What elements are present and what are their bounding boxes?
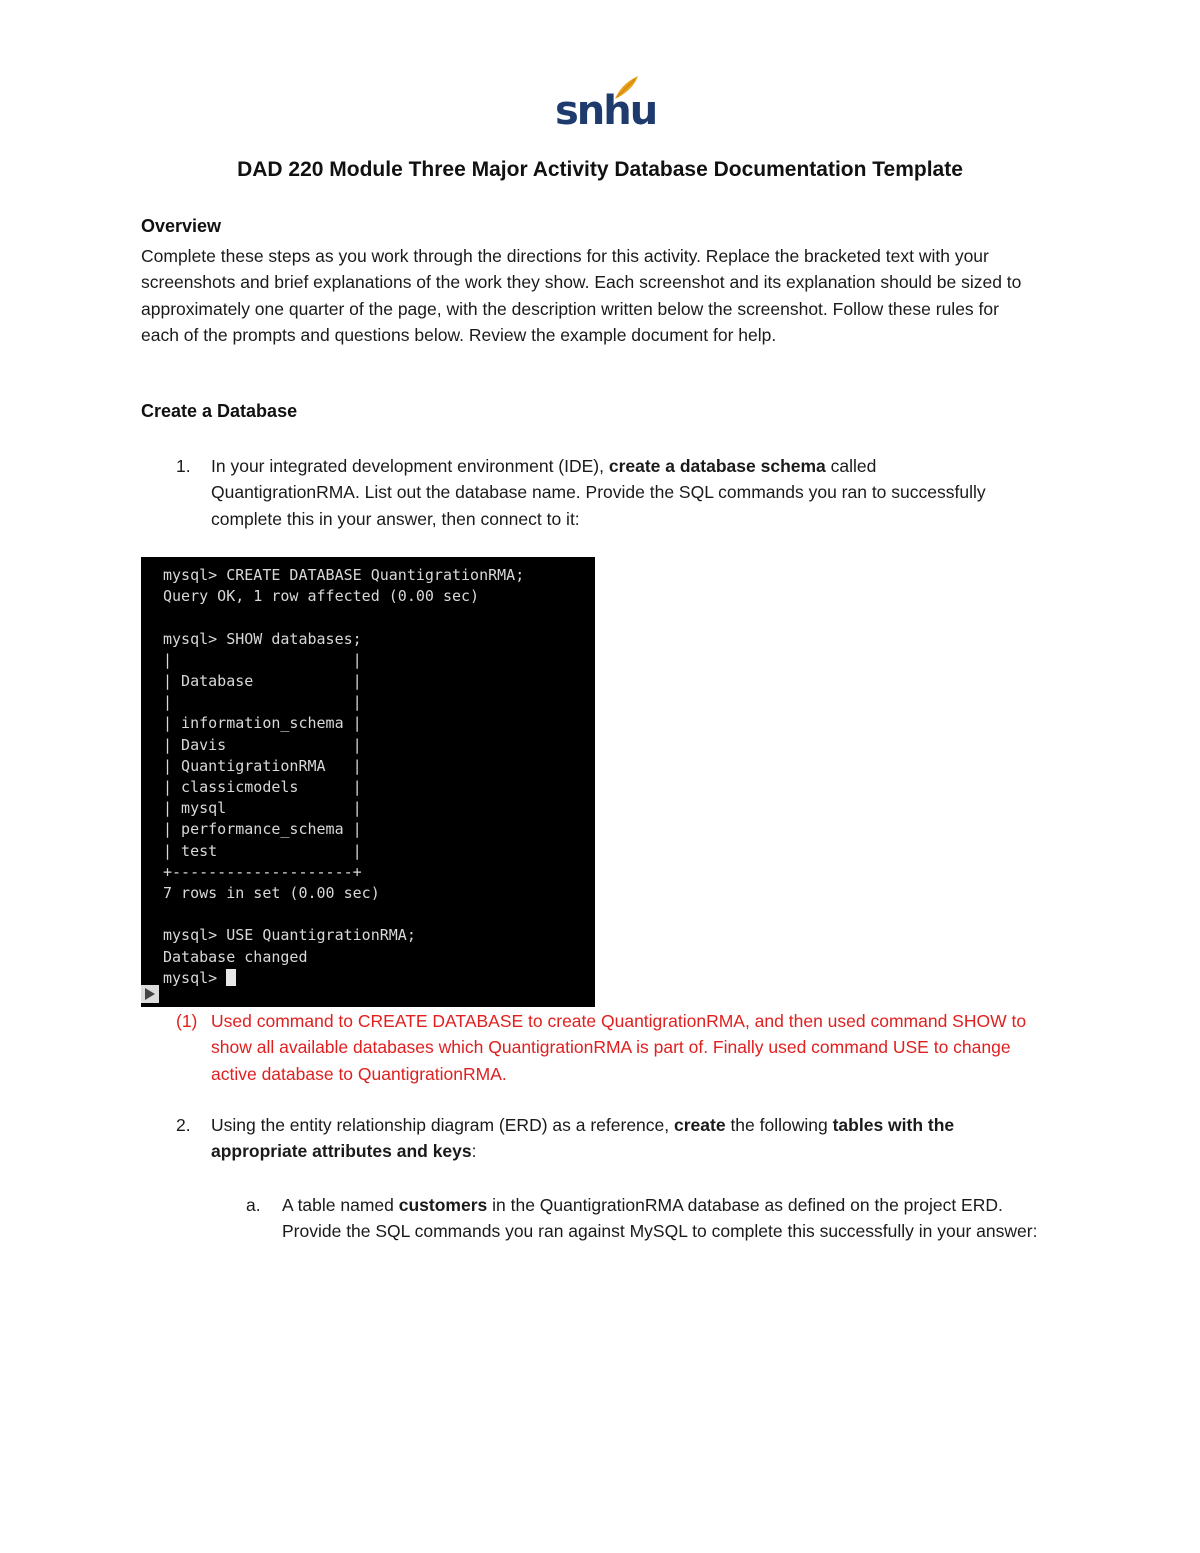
step-1-text [211, 453, 1011, 532]
answer-1-text: Used command to CREATE DATABASE to create QuantigrationRMA, and then used command SHOW to show all available databases which QuantigrationRMA is part of. Finally used command USE to change active database to QuantigrationRMA. [211, 1011, 1027, 1084]
snhu-logo [555, 75, 657, 135]
step-1-number: 1. [176, 456, 191, 476]
step-2-text [211, 1112, 1051, 1165]
step-1-text-b: called QuantigrationRMA. List out the database name. Provide the SQL commands you ran to successfully complete this in your answer, then connect to it: [211, 456, 986, 529]
document-title: DAD 220 Module Three Major Activity Database Documentation Template [237, 158, 963, 181]
overview-text: Complete these steps as you work through the directions for this activity. Replace the bracketed text with your screenshots and brief explanations of the work they show. Each screenshot and its explanation should be sized to approximately one quarter of the page, with the description written below the screenshot. Follow these rules for each of the prompts and questions below. Review the example document for help. [141, 246, 1022, 346]
step-2-text-c: : [471, 1141, 477, 1162]
step-2a-text [282, 1192, 1062, 1245]
step-2-bold-b: tables with the appropriate attributes and keys [211, 1115, 955, 1162]
step-2a-text-a: A table named [282, 1195, 399, 1215]
section-heading: Create a Database [141, 401, 298, 421]
answer-1-number: (1) [176, 1011, 198, 1031]
terminal-gutter [141, 557, 159, 1007]
terminal-cursor [226, 969, 236, 986]
overview-heading: Overview [141, 216, 222, 236]
step-1-text-a: In your integrated development environment (IDE), [211, 456, 609, 476]
step-2a-bold: customers [398, 1195, 488, 1215]
step-2a-letter: a. [246, 1195, 261, 1215]
step-2-text-b: the following [725, 1115, 833, 1135]
terminal-lines: mysql> CREATE DATABASE QuantigrationRMA; Query OK, 1 row affected (0.00 sec) mysql> SHOW databases; | | | Database | | | | information_schema | | Davis | | QuantigrationRMA | | classicmodels | | mysql | | performance_schema | | test | +--------------------+ 7 rows in set (0.00 sec) mysql> USE QuantigrationRMA; Database changed mysql> [163, 566, 525, 987]
step-2-number: 2. [176, 1115, 191, 1135]
step-1-bold: create a database schema [608, 456, 826, 476]
step-2a-text-b: in the QuantigrationRMA database as defined on the project ERD. Provide the SQL commands you ran against MySQL to complete this successfully in your answer: [282, 1195, 1038, 1242]
step-2-bold-a: create [674, 1115, 726, 1135]
terminal-screenshot [141, 557, 595, 1007]
logo-text: snhu [555, 88, 657, 134]
terminal-output [163, 565, 524, 989]
step-2-text-a: Using the entity relationship diagram (ERD) as a reference, [211, 1115, 674, 1135]
play-icon [141, 985, 159, 1003]
